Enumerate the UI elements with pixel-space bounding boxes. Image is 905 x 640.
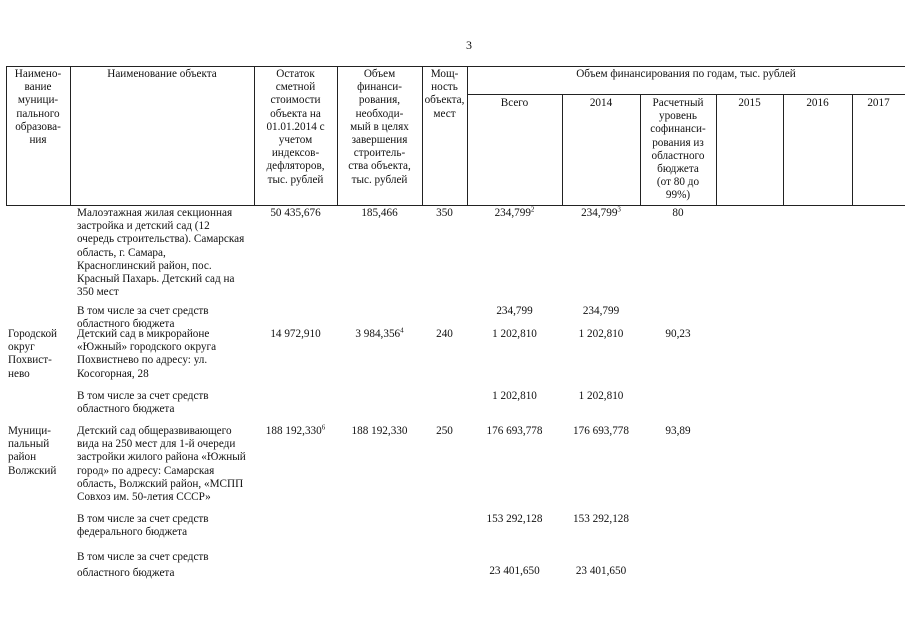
years-subheader-rule: [467, 94, 905, 95]
header-municipality: Наимено- вание муници- пального образова- ния: [14, 68, 62, 147]
cofinancing-value: 90,23: [665, 328, 691, 340]
col-border: [716, 94, 717, 205]
cofinancing-value: 93,89: [665, 425, 691, 437]
header-top-rule: [6, 66, 905, 67]
object-name: Малоэтажная жилая секционная застройка и детский сад (12 очередь строительства). Самарская область, г. Самара, Красноглинский район, пос. Красный Пахарь. Детский сад на 350 мест: [77, 207, 245, 299]
subtotal-2014-value: 23 401,650: [575, 565, 627, 577]
header-funding-needed: Объем финанси- рования, необходи- мый в целях завершения строитель- ства объекта, тыс. рублей: [348, 68, 411, 186]
subtotal-label: В том числе за счет средств областного бюджета: [77, 551, 209, 579]
capacity-value: 240: [436, 328, 453, 340]
capacity-value: 350: [436, 207, 453, 219]
total-value: 176 693,778: [486, 425, 543, 437]
subtotal-2014-value: 234,799: [582, 305, 620, 317]
subtotal-total-value: 153 292,128: [486, 513, 543, 525]
subtotal-total-value: 23 401,650: [489, 565, 540, 577]
footnote-mark: 2: [530, 205, 535, 214]
page-number: 3: [466, 38, 472, 52]
municipality-name: Муници- пальный район Волжский: [8, 425, 57, 477]
cofinancing-value: 80: [672, 207, 684, 219]
funding-needed-value: 3 984,356$^4$: [355, 326, 404, 340]
header-2014: 2014: [589, 97, 613, 109]
col-border: [70, 66, 71, 205]
y2014-value: 1 202,810: [578, 328, 624, 340]
object-name: Детский сад общеразвивающего вида на 250 мест для 1-й очереди застройки жилого района «Южный город» по адресу: Самарская область, Волжский район, «МСПП Совхоз им. 50-летия СССР»: [77, 425, 246, 504]
capacity-value: 250: [436, 425, 453, 437]
total-value: 1 202,810: [492, 328, 537, 340]
header-total: Всего: [500, 97, 529, 109]
header-remaining-cost: Остаток сметной стоимости объекта на 01.01.2014 с учетом индексов- дефляторов, тыс. рублей: [266, 68, 325, 186]
header-by-years: Объем финансирования по годам, тыс. рублей: [576, 68, 796, 80]
header-capacity: Мощ- ность объекта, мест: [424, 68, 465, 120]
header-2016: 2016: [806, 97, 829, 109]
object-name: Детский сад в микрорайоне «Южный» городского округа Похвистнево по адресу: ул. Косогорная, 28: [77, 328, 217, 380]
subtotal-label: В том числе за счет средств областного бюджета: [77, 305, 209, 331]
y2014-value: 176 693,778: [573, 425, 629, 437]
subtotal-total-value: 234,799: [496, 305, 533, 317]
col-border: [562, 94, 563, 205]
footnote-mark: 3: [617, 205, 621, 214]
header-2015: 2015: [738, 97, 761, 109]
header-bottom-rule: [6, 205, 905, 206]
col-border: [783, 94, 784, 205]
subtotal-2014-value: 153 292,128: [573, 513, 629, 525]
header-2017: 2017: [867, 97, 890, 109]
footnote-mark: 6: [321, 423, 326, 432]
header-object: Наименование объекта: [107, 68, 217, 80]
subtotal-2014-value: 1 202,810: [578, 390, 624, 402]
remaining-cost-value: 188 192,330$^6$: [265, 423, 326, 437]
funding-needed-value: 185,466: [361, 207, 398, 219]
header-cofinancing: Расчетный уровень софинанси- рования из областного бюджета (от 80 до 99%): [650, 97, 706, 202]
subtotal-label: В том числе за счет средств федерального бюджета: [77, 513, 209, 539]
footnote-mark: 4: [400, 326, 404, 335]
subtotal-label: В том числе за счет средств областного бюджета: [77, 390, 209, 416]
subtotal-total-value: 1 202,810: [492, 390, 537, 402]
municipality-name: Городской округ Похвист- нево: [8, 328, 58, 380]
y2014-value: 234,799$^3$: [581, 205, 621, 219]
remaining-cost-value: 14 972,910: [270, 328, 321, 340]
col-border: [852, 94, 853, 205]
col-border: [467, 66, 468, 205]
remaining-cost-value: 50 435,676: [270, 207, 321, 219]
funding-needed-value: 188 192,330: [351, 425, 408, 437]
total-value: 234,799$^2$: [494, 205, 535, 219]
